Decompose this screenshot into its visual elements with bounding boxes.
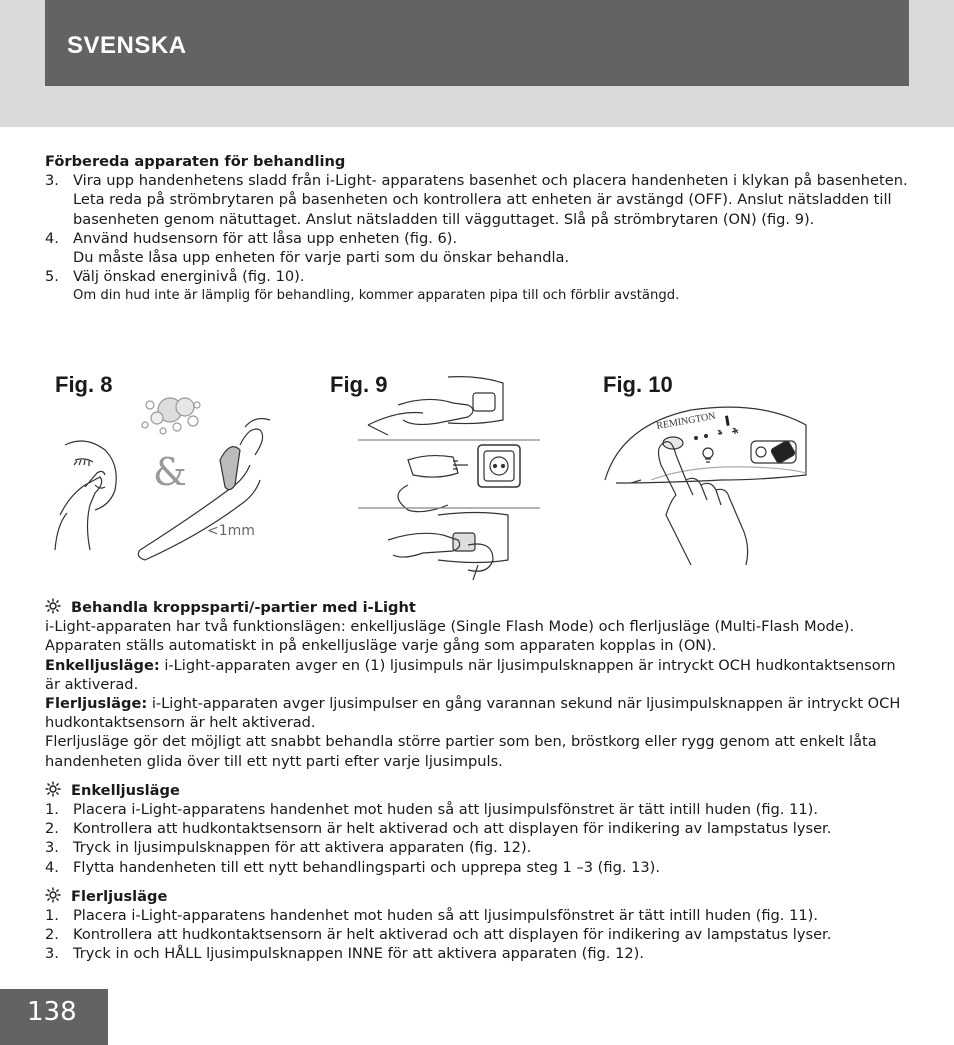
list-subtext: Om din hud inte är lämplig för behandling, kommer apparaten pipa till och förblir avstängd. [73,288,680,304]
sun-icon [45,887,61,903]
section-heading [45,781,915,800]
section-heading [45,887,915,906]
list-text: Placera i-Light-apparatens handenhet mot huden så att ljusimpulsfönstret är tätt intill huden (fig. 11). [73,801,818,819]
list-item [45,800,915,819]
list-number: 4. [45,229,59,247]
paragraph: i-Light-apparaten har två funktionslägen: enkelljusläge (Single Flash Mode) och flerljusläge (Multi-Flash Mode). Apparaten ställs automatiskt in på enkelljusläge varje gång som apparaten kopplas in (ON). [45,618,855,655]
list-text: Tryck in ljusimpulsknappen för att aktivera apparaten (fig. 12). [73,839,532,857]
brand-logo: REMINGTON [655,410,717,432]
page-header [45,0,909,86]
figure-8 [45,365,275,570]
list-number: 1. [45,801,59,819]
list-text: Välj önskad energinivå (fig. 10). [73,268,305,286]
list-item [45,229,915,267]
list-number: 3. [45,172,59,190]
list-text: Kontrollera att hudkontaktsensorn är helt aktiverad och att displayen för indikering av lampstatus lyser. [73,820,832,838]
list-number: 4. [45,858,59,876]
paragraph [45,656,915,694]
section-heading [45,598,915,617]
figure-label: Fig. 8 [55,372,113,397]
term-text: i-Light-apparaten avger en (1) ljusimpuls när ljusimpulsknappen är intryckt OCH hudkontaktsensorn är aktiverad. [45,656,896,693]
page-number: 138 [27,997,77,1027]
list-item [45,925,915,944]
figure-9 [328,365,543,585]
list-item [45,838,915,857]
list-item [45,858,915,877]
distance-note: <1mm [207,523,255,539]
figure-label: Fig. 9 [330,372,388,397]
list-number: 1. [45,907,59,925]
heading-text: Behandla kroppsparti/-partier med i-Light [71,599,416,616]
list-text: Flytta handenheten till ett nytt behandlingsparti och upprepa steg 1 –3 (fig. 13). [73,858,661,876]
list-item [45,944,915,963]
list-number: 3. [45,945,59,963]
list-item [45,906,915,925]
list-text: Placera i-Light-apparatens handenhet mot huden så att ljusimpulsfönstret är tätt intill huden (fig. 11). [73,907,818,925]
sun-icon [45,598,61,614]
prep-heading: Förbereda apparaten för behandling [45,153,346,170]
heading-text: Enkelljusläge [71,781,180,799]
list-number: 2. [45,820,59,838]
list-subtext: Du måste låsa upp enheten för varje parti som du önskar behandla. [73,249,570,267]
list-item [45,171,915,229]
list-number: 3. [45,839,59,857]
list-text: Kontrollera att hudkontaktsensorn är helt aktiverad och att displayen för indikering av lampstatus lyser. [73,926,832,944]
paragraph [45,694,915,732]
term-label: Enkelljusläge: [45,656,160,674]
heading-text: Flerljusläge [71,887,168,905]
term-text: i-Light-apparaten avger ljusimpulser en gång varannan sekund när ljusimpulsknappen är intryckt OCH hudkontaktsensorn är helt aktiverad. [45,695,901,732]
paragraph: Flerljusläge gör det möjligt att snabbt behandla större partier som ben, bröstkorg eller rygg genom att enkelt låta handenheten glida över till ett nytt parti efter varje ljusimpuls. [45,733,877,770]
page-number-box [0,989,108,1045]
figure-10 [601,365,866,580]
term-label: Flerljusläge: [45,695,148,713]
list-number: 2. [45,926,59,944]
list-item [45,267,915,305]
ampersand: & [153,450,187,494]
list-text: Vira upp handenhetens sladd från i-Light- apparatens basenhet och placera handenheten i klykan på basenheten. Leta reda på strömbrytaren på basenheten och kontrollera att enheten är avstängd (OFF). Anslut nätsladden till basenheten genom nätuttaget. Anslut nätsladden till vägguttaget. Slå på strömbrytaren (ON) (fig. 9). [73,172,908,228]
list-text: Använd hudsensorn för att låsa upp enheten (fig. 6). [73,229,458,247]
instructions-prep [45,152,915,306]
figures-row [45,365,909,590]
instructions-body [45,598,915,964]
language-title: SVENSKA [67,32,187,59]
list-text: Tryck in och HÅLL ljusimpulsknappen INNE för att aktivera apparaten (fig. 12). [73,945,644,963]
sun-icon [45,781,61,797]
list-number: 5. [45,268,59,286]
list-item [45,819,915,838]
power-connection-illustration [328,365,543,585]
figure-label: Fig. 10 [603,372,673,397]
